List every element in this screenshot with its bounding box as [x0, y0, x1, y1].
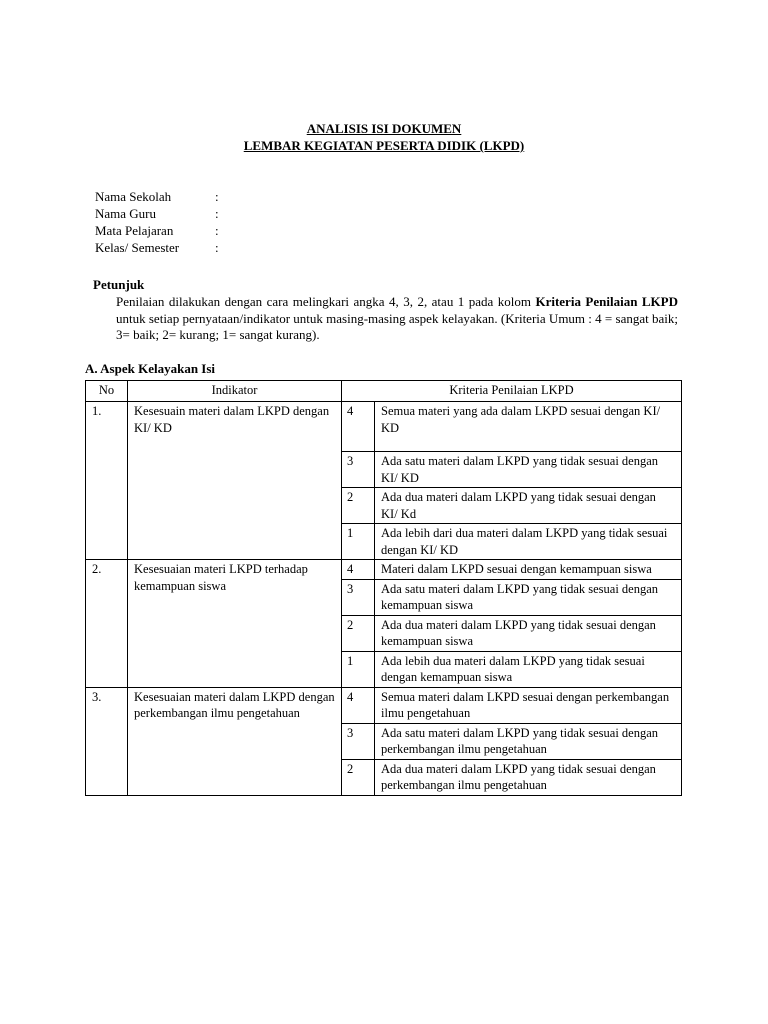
criteria-score[interactable]: 3 [342, 723, 375, 759]
table-row [86, 560, 682, 580]
info-label: Mata Pelajaran [95, 223, 174, 238]
instructions-heading: Petunjuk [93, 277, 145, 292]
info-label: Kelas/ Semester [95, 240, 180, 255]
criteria-text: Ada dua materi dalam LKPD yang tidak sesuai dengan kemampuan siswa [375, 615, 682, 651]
instructions-text-part: Penilaian dilakukan dengan cara melingkari angka 4, 3, 2, atau 1 pada kolom [116, 294, 536, 309]
table-header-row [86, 381, 682, 402]
info-value: : [215, 206, 219, 221]
info-value: : [215, 223, 219, 238]
header-kriteria: Kriteria Penilaian LKPD [342, 381, 682, 402]
criteria-text: Ada lebih dua materi dalam LKPD yang tidak sesuai dengan kemampuan siswa [375, 651, 682, 687]
criteria-text: Ada dua materi dalam LKPD yang tidak sesuai dengan perkembangan ilmu pengetahuan [375, 759, 682, 795]
criteria-text: Ada dua materi dalam LKPD yang tidak sesuai dengan KI/ Kd [375, 488, 682, 524]
criteria-text: Ada satu materi dalam LKPD yang tidak sesuai dengan perkembangan ilmu pengetahuan [375, 723, 682, 759]
assessment-table [85, 380, 682, 796]
criteria-text: Ada satu materi dalam LKPD yang tidak sesuai dengan KI/ KD [375, 452, 682, 488]
instructions-bold-text: Kriteria Penilaian LKPD [535, 294, 679, 309]
criteria-score[interactable]: 4 [342, 560, 375, 580]
row-number: 1. [86, 402, 128, 560]
table-row [86, 402, 682, 452]
criteria-score[interactable]: 2 [342, 488, 375, 524]
header-indikator: Indikator [128, 381, 342, 402]
section-title: A. Aspek Kelayakan Isi [85, 361, 216, 376]
info-value: : [215, 240, 219, 255]
criteria-text: Semua materi dalam LKPD sesuai dengan perkembangan ilmu pengetahuan [375, 687, 682, 723]
header-no: No [86, 381, 128, 402]
criteria-text: Ada satu materi dalam LKPD yang tidak sesuai dengan kemampuan siswa [375, 579, 682, 615]
row-indicator: Kesesuaian materi dalam LKPD dengan perkembangan ilmu pengetahuan [128, 687, 342, 795]
criteria-score[interactable]: 4 [342, 687, 375, 723]
criteria-score[interactable]: 3 [342, 579, 375, 615]
criteria-score[interactable]: 1 [342, 524, 375, 560]
identity-fields [95, 188, 219, 256]
row-indicator: Kesesuaian materi LKPD terhadap kemampuan siswa [128, 560, 342, 688]
info-row-nama-guru [95, 205, 219, 222]
info-label: Nama Guru [95, 206, 157, 221]
info-row-nama-sekolah [95, 188, 219, 205]
criteria-text: Materi dalam LKPD sesuai dengan kemampuan siswa [375, 560, 682, 580]
instructions-text-part: untuk setiap pernyataan/indikator untuk masing-masing aspek kelayakan. (Kriteria Umum : 4 = sangat baik; 3= baik; 2= kurang; 1= sangat kurang). [116, 310, 678, 342]
criteria-score[interactable]: 2 [342, 759, 375, 795]
criteria-score[interactable]: 1 [342, 651, 375, 687]
criteria-text: Ada lebih dari dua materi dalam LKPD yang tidak sesuai dengan KI/ KD [375, 524, 682, 560]
info-row-mata-pelajaran [95, 222, 219, 239]
row-number: 3. [86, 687, 128, 795]
criteria-score[interactable]: 3 [342, 452, 375, 488]
criteria-score[interactable]: 2 [342, 615, 375, 651]
info-row-kelas-semester [95, 239, 219, 256]
row-number: 2. [86, 560, 128, 688]
info-value: : [215, 189, 219, 204]
table-row [86, 687, 682, 723]
document-title: ANALISIS ISI DOKUMEN [306, 121, 462, 136]
document-subtitle: LEMBAR KEGIATAN PESERTA DIDIK (LKPD) [243, 138, 525, 153]
criteria-text: Semua materi yang ada dalam LKPD sesuai dengan KI/ KD [375, 402, 682, 452]
criteria-score[interactable]: 4 [342, 402, 375, 452]
info-label: Nama Sekolah [95, 189, 172, 204]
instructions-text [116, 294, 678, 344]
row-indicator: Kesesuain materi dalam LKPD dengan KI/ KD [128, 402, 342, 560]
